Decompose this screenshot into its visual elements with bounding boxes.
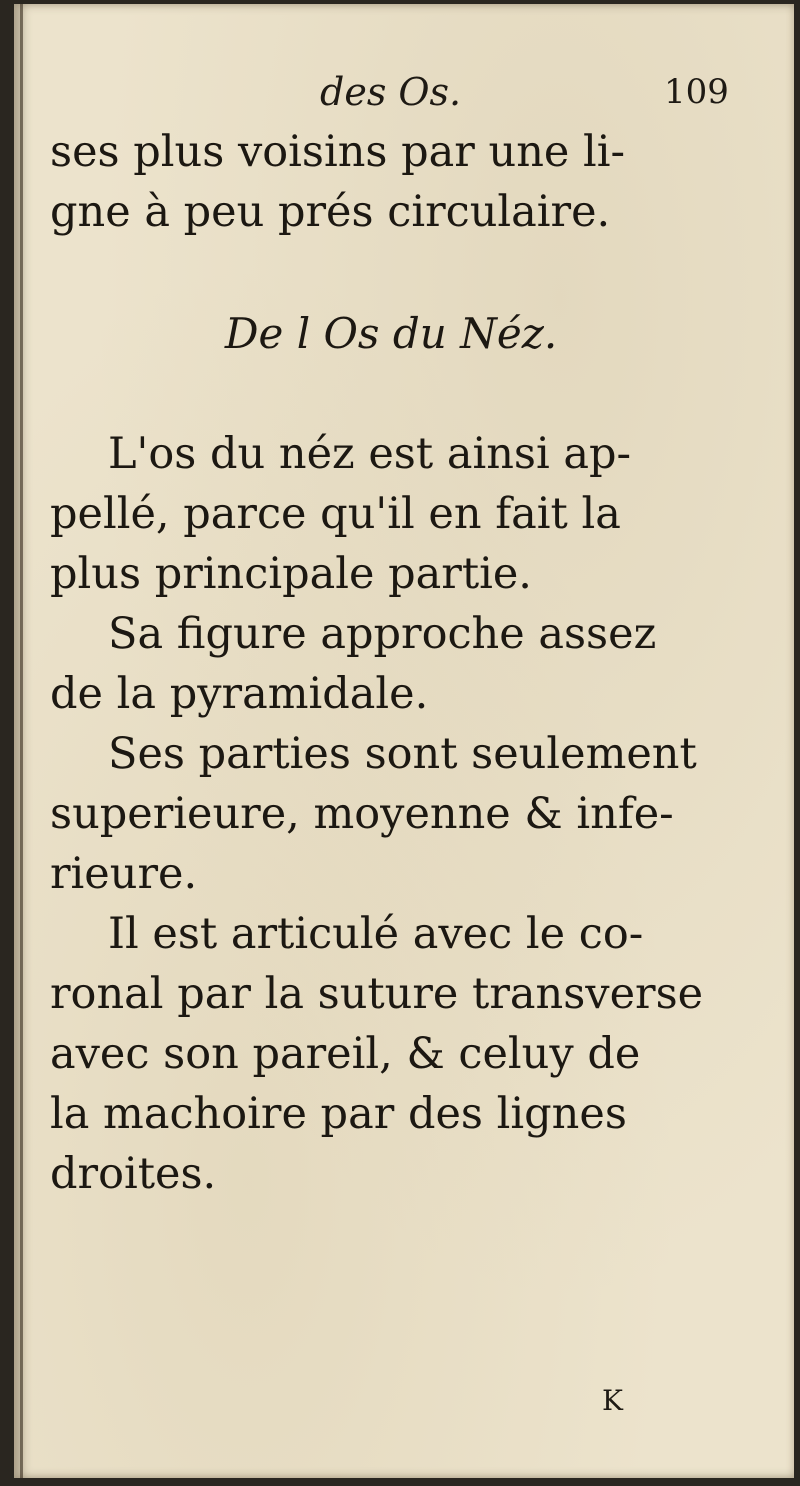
text-line: plus principale partie. xyxy=(50,549,532,599)
page-number: 109 xyxy=(664,72,729,112)
text-line: rieure. xyxy=(50,849,198,899)
signature-mark: K xyxy=(602,1384,623,1417)
text-line: superieure, moyenne & infe- xyxy=(50,789,674,839)
book-page xyxy=(14,4,794,1478)
text-line: de la pyramidale. xyxy=(50,669,429,719)
text-line: droites. xyxy=(50,1149,217,1199)
paragraph-first-line: Il est articulé avec le co- xyxy=(108,909,644,959)
binding-edge xyxy=(20,4,23,1478)
section-heading: De l Os du Néz. xyxy=(224,309,558,358)
page-text xyxy=(50,122,762,1204)
text-line: pellé, parce qu'il en fait la xyxy=(50,489,621,539)
text-line: avec son pareil, & celuy de xyxy=(50,1029,641,1079)
text-line: ses plus voisins par une li- xyxy=(50,127,626,177)
text-line: ronal par la suture transverse xyxy=(50,969,704,1019)
page-header xyxy=(14,70,794,130)
paragraph-first-line: Ses parties sont seulement xyxy=(108,729,697,779)
paragraph-first-line: Sa figure approche assez xyxy=(108,609,657,659)
running-title: des Os. xyxy=(320,70,462,114)
text-line: gne à peu prés circulaire. xyxy=(50,187,611,237)
text-line: la machoire par des lignes xyxy=(50,1089,627,1139)
paragraph-first-line: L'os du néz est ainsi ap- xyxy=(108,429,632,479)
